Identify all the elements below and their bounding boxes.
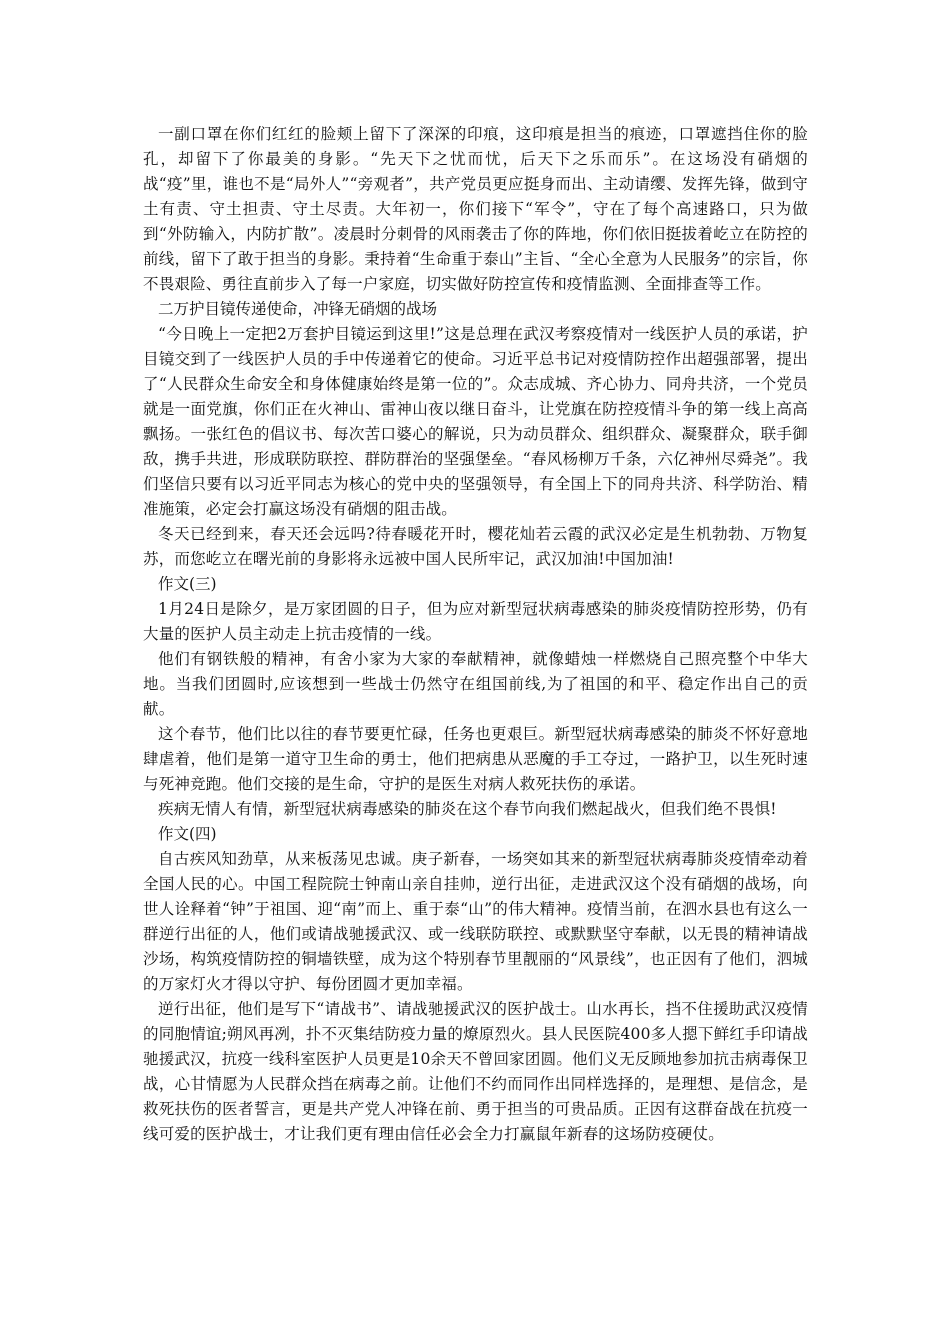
document-body	[143, 122, 808, 1147]
paragraph: 这个春节，他们比以往的春节要更忙碌，任务也更艰巨。新型冠状病毒感染的肺炎不怀好意地肆虐着，他们是第一道守卫生命的勇士，他们把病患从恶魔的手工夺过，一路护卫，以生死时速与死神竞跑。他们交接的是生命，守护的是医生对病人救死扶伤的承诺。	[143, 725, 808, 793]
section-heading: 二万护目镜传递使命，冲锋无硝烟的战场	[158, 300, 438, 318]
section-heading: 作文(四)	[158, 825, 217, 843]
paragraph: 疾病无情人有情，新型冠状病毒感染的肺炎在这个春节向我们燃起战火，但我们绝不畏惧!	[158, 800, 777, 818]
paragraph: 他们有钢铁般的精神，有舍小家为大家的奉献精神，就像蜡烛一样燃烧自己照亮整个中华大地。当我们团圆时,应该想到一些战士仍然守在组国前线,为了祖国的和平、稳定作出自己的贡献。	[143, 650, 808, 718]
paragraph: 1月24日是除夕，是万家团圆的日子，但为应对新型冠状病毒感染的肺炎疫情防控形势，仍有大量的医护人员主动走上抗击疫情的一线。	[143, 600, 808, 643]
paragraph: 逆行出征，他们是写下“请战书”、请战驰援武汉的医护战士。山水再长，挡不住援助武汉疫情的同胞情谊;朔风再冽，扑不灭集结防疫力量的燎原烈火。县人民医院400多人摁下鲜红手印请战驰援武汉，抗疫一线科室医护人员更是10余天不曾回家团圆。他们义无反顾地参加抗击病毒保卫战，心甘情愿为人民群众挡在病毒之前。让他们不约而同作出同样选择的，是理想、是信念，是救死扶伤的医者誓言，更是共产党人冲锋在前、勇于担当的可贵品质。正因有这群奋战在抗疫一线可爱的医护战士，才让我们更有理由信任必会全力打赢鼠年新春的这场防疫硬仗。	[143, 1000, 808, 1143]
section-heading: 作文(三)	[158, 575, 217, 593]
paragraph: 自古疾风知劲草，从来板荡见忠诚。庚子新春，一场突如其来的新型冠状病毒肺炎疫情牵动着全国人民的心。中国工程院院士钟南山亲自挂帅，逆行出征，走进武汉这个没有硝烟的战场，向世人诠释着“钟”于祖国、迎“南”而上、重于泰“山”的伟大精神。疫情当前，在泗水县也有这么一群逆行出征的人，他们或请战驰援武汉、或一线联防联控、或默默坚守奉献，以无畏的精神请战沙场，构筑疫情防控的铜墙铁壁，成为这个特别春节里靓丽的“风景线”，也正因有了他们，泗城的万家灯火才得以守护、每份团圆才更加幸福。	[143, 850, 808, 993]
paragraph: 一副口罩在你们红红的脸颊上留下了深深的印痕，这印痕是担当的痕迹，口罩遮挡住你的脸孔，却留下了你最美的身影。“先天下之忧而忧，后天下之乐而乐”。在这场没有硝烟的战“疫”里，谁也不是“局外人”“旁观者”，共产党员更应挺身而出、主动请缨、发挥先锋，做到守土有责、守土担责、守土尽责。大年初一，你们接下“军令”，守在了每个高速路口，只为做到“外防输入，内防扩散”。凌晨时分刺骨的风雨袭击了你的阵地，你们依旧挺拔着屹立在防控的前线，留下了敢于担当的身影。秉持着“生命重于泰山”主旨、“全心全意为人民服务”的宗旨，你不畏艰险、勇往直前步入了每一户家庭，切实做好防控宣传和疫情监测、全面排查等工作。	[143, 125, 808, 293]
paragraph: “今日晚上一定把2万套护目镜运到这里!”这是总理在武汉考察疫情对一线医护人员的承诺，护目镜交到了一线医护人员的手中传递着它的使命。习近平总书记对疫情防控作出超强部署，提出了“人民群众生命安全和身体健康始终是第一位的”。众志成城、齐心协力、同舟共济，一个党员就是一面党旗，你们正在火神山、雷神山夜以继日奋斗，让党旗在防控疫情斗争的第一线上高高飘扬。一张红色的倡议书、每次苦口婆心的解说，只为动员群众、组织群众、凝聚群众，联手御敌，携手共进，形成联防联控、群防群治的坚强堡垒。“春风杨柳万千条，六亿神州尽舜尧”。我们坚信只要有以习近平同志为核心的党中央的坚强领导，有全国上下的同舟共济、科学防治、精准施策，必定会打赢这场没有硝烟的阻击战。	[143, 325, 808, 518]
paragraph: 冬天已经到来，春天还会远吗?待春暖花开时，樱花灿若云霞的武汉必定是生机勃勃、万物复苏，而您屹立在曙光前的身影将永远被中国人民所牢记，武汉加油!中国加油!	[143, 525, 808, 568]
